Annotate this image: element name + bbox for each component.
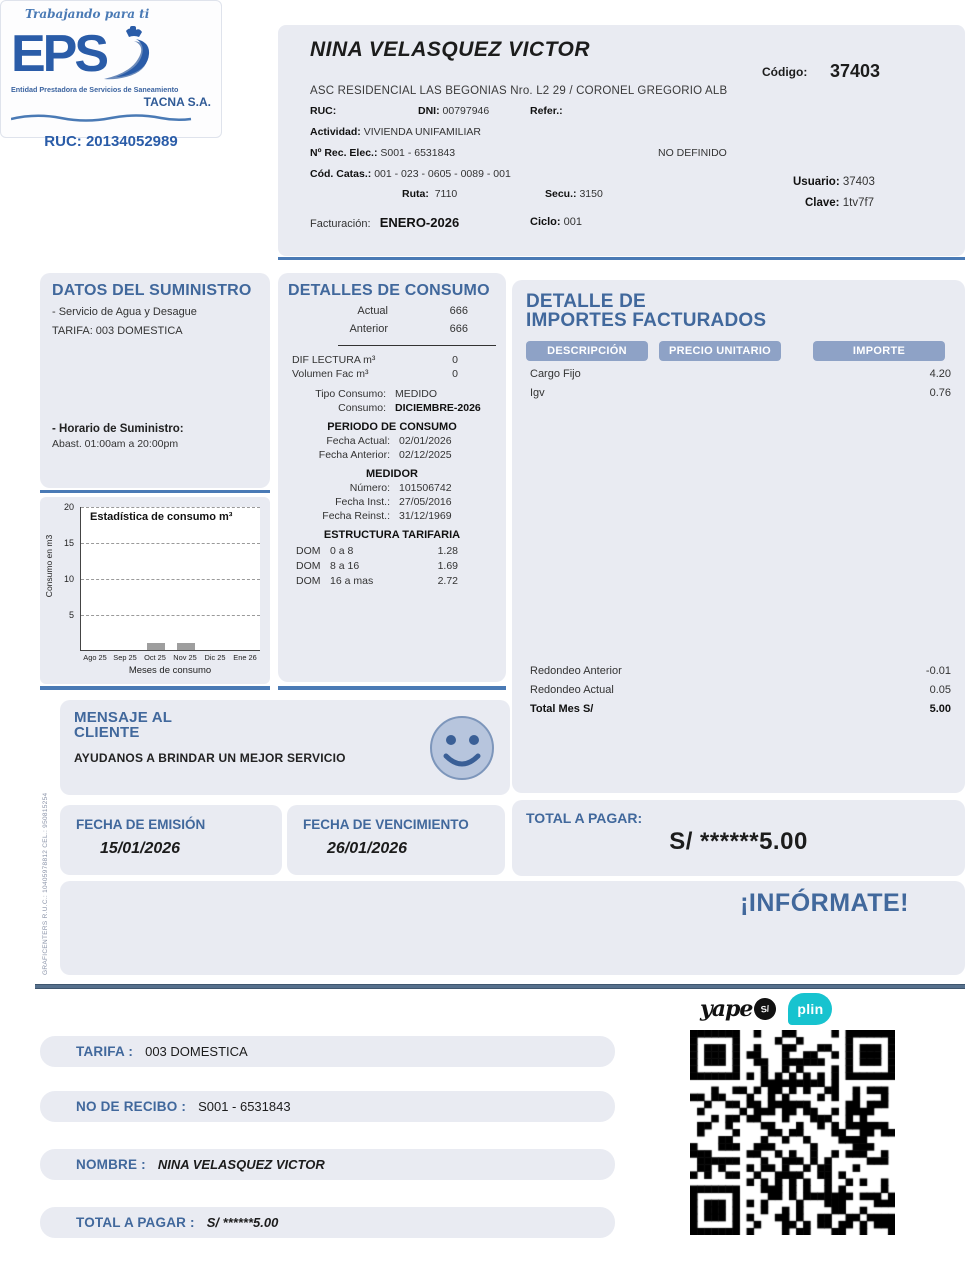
dni-value: 00797946 (442, 105, 490, 117)
accent-bar (278, 686, 506, 690)
payment-methods (700, 993, 832, 1025)
chart-bar (147, 643, 165, 650)
chart-y-tick-label: 20 (63, 502, 74, 512)
logo-subtitle: Entidad Prestadora de Servicios de Saneamiento (11, 85, 179, 94)
chart-x-tick-label: Ago 25 (83, 653, 107, 662)
fecha-emision-panel (60, 805, 282, 875)
consumo-title: DETALLES DE CONSUMO (288, 282, 490, 299)
ruc-label: RUC: (310, 105, 337, 117)
medidor-row: Fecha Reinst.: 31/12/1969 (322, 510, 452, 523)
periodo-title: PERIODO DE CONSUMO (327, 421, 457, 434)
ruta-label: Ruta: (402, 188, 429, 200)
mensaje-title-line1: MENSAJE AL (74, 709, 173, 726)
total-a-pagar-value: S/ ******5.00 (669, 828, 808, 855)
mensaje-panel (60, 700, 510, 795)
chart-bar (177, 643, 195, 650)
mensaje-title-line2: CLIENTE (74, 724, 140, 742)
lectura-row: Anterior 666 (349, 323, 468, 336)
company-logo-block (0, 0, 222, 150)
usuario-value: 37403 (842, 176, 875, 188)
importes-title-line2: IMPORTES FACTURADOS (526, 310, 767, 332)
facturacion-value: ENERO-2026 (379, 215, 460, 230)
estructura-row: DOM 8 a 16 1.69 (296, 560, 458, 573)
consumo-panel (278, 273, 506, 682)
footer-row-value: 003 DOMESTICA (145, 1044, 248, 1059)
customer-address: ASC RESIDENCIAL LAS BEGONIAS Nro. L2 29 / CORONEL GREGORIO ALB (310, 85, 728, 97)
chart-y-axis-label: Consumo en m3 (44, 534, 54, 598)
chart-gridline (81, 615, 260, 616)
redondeo-row: Redondeo Anterior -0.01 (530, 665, 951, 677)
chart-gridline (81, 579, 260, 580)
footer-row-label: NO DE RECIBO : (76, 1099, 187, 1114)
suministro-panel (40, 273, 270, 488)
chart-x-tick-label: Sep 25 (113, 653, 137, 662)
estructura-rows (288, 545, 496, 587)
suministro-line-servicio: - Servicio de Agua y Desague (52, 306, 197, 319)
facturacion-label: Facturación: (310, 218, 371, 230)
importes-title-line1: DETALLE DE (526, 291, 646, 312)
dni-label: DNI: (418, 105, 440, 117)
clave-value: 1tv7f7 (842, 197, 875, 209)
footer-row-value: S001 - 6531843 (198, 1099, 291, 1114)
importes-header-row (526, 341, 951, 361)
chart-x-tick-label: Oct 25 (144, 653, 166, 662)
total-mes-row: Total Mes S/ 5.00 (530, 703, 951, 715)
chart-x-tick-label: Nov 25 (173, 653, 197, 662)
cod-catas-label: Cód. Catas.: (310, 168, 372, 180)
importes-panel (512, 280, 965, 793)
secu-label: Secu.: (545, 188, 577, 200)
chart-y-tick-label: 15 (63, 538, 74, 548)
total-a-pagar-panel (512, 800, 965, 876)
informate-panel (60, 881, 965, 975)
informate-text: ¡INFÓRMATE! (740, 889, 909, 917)
chart-title: Estadística de consumo m³ (90, 511, 233, 523)
mensaje-body: AYUDANOS A BRINDAR UN MEJOR SERVICIO (74, 750, 346, 765)
chart-x-axis-label: Meses de consumo (128, 665, 212, 676)
fecha-vencimiento-panel (287, 805, 505, 875)
fecha-vencimiento-label: FECHA DE VENCIMIENTO (303, 817, 469, 832)
suministro-title: DATOS DEL SUMINISTRO (52, 282, 252, 299)
logo-company-name: TACNA S.A. (143, 95, 211, 109)
section-divider (35, 984, 965, 989)
fecha-emision-label: FECHA DE EMISIÓN (76, 817, 206, 832)
eps-logo: EPS (11, 25, 107, 83)
chart-gridline (81, 543, 260, 544)
plin-logo: plin (788, 993, 832, 1025)
chart-gridline (81, 507, 260, 508)
footer-row-label: NOMBRE : (76, 1157, 146, 1172)
codigo-value: 37403 (830, 61, 881, 81)
footer-row-label: TOTAL A PAGAR : (76, 1215, 195, 1230)
rec-elec-label: Nº Rec. Elec.: (310, 147, 378, 159)
chart-x-tick-label: Ene 26 (233, 653, 257, 662)
yape-logo: yape (700, 996, 753, 1022)
column-header-precio-unitario: PRECIO UNITARIO (659, 341, 781, 361)
tipo-consumo-row: Consumo: DICIEMBRE-2026 (338, 402, 481, 415)
fecha-vencimiento-value: 26/01/2026 (327, 840, 408, 857)
customer-header-panel (278, 25, 965, 256)
water-swoosh-icon (96, 25, 166, 83)
lecturas-divider (338, 345, 496, 346)
footer-row-value: S/ ******5.00 (206, 1215, 279, 1230)
chart-x-tick-label: Dic 25 (204, 653, 226, 662)
chart-x-tick-labels (80, 653, 260, 662)
tipo-consumo-rows (288, 388, 496, 414)
estructura-title: ESTRUCTURA TARIFARIA (323, 529, 461, 542)
periodo-rows (288, 435, 496, 461)
importes-rows (526, 368, 951, 399)
actividad-label: Actividad: (310, 126, 361, 138)
qr-code (690, 1030, 895, 1235)
consumption-chart (40, 497, 270, 684)
chart-plot-area (80, 507, 260, 651)
cod-catas-value: 001 - 023 - 0605 - 0089 - 001 (374, 168, 511, 180)
smiley-face-icon (428, 714, 496, 782)
ciclo-value: 001 (563, 216, 582, 228)
column-header-descripcion: DESCRIPCIÓN (526, 341, 648, 361)
rec-elec-value: S001 - 6531843 (380, 147, 456, 159)
importes-totals (526, 658, 951, 715)
chart-y-tick-label: 10 (63, 574, 74, 584)
refer-label: Refer.: (530, 105, 563, 117)
column-header-importe: IMPORTE (813, 341, 945, 361)
wave-divider-icon (11, 114, 211, 122)
periodo-row: Fecha Anterior: 02/12/2025 (318, 449, 452, 462)
medidor-row: Fecha Inst.: 27/05/2016 (335, 496, 452, 509)
company-ruc: RUC: 20134052989 (44, 133, 178, 150)
periodo-row: Fecha Actual: 02/01/2026 (326, 435, 452, 448)
medidor-title: MEDIDOR (366, 468, 418, 481)
lectura-row: Actual 666 (357, 305, 468, 318)
fecha-emision-value: 15/01/2026 (100, 840, 181, 857)
diferencia-rows (288, 354, 496, 380)
actividad-value: VIVIENDA UNIFAMILIAR (363, 126, 481, 138)
ciclo-label: Ciclo: (530, 216, 561, 228)
medidor-row: Número: 101506742 (349, 482, 452, 495)
estructura-row: DOM 16 a mas 2.72 (296, 575, 458, 588)
accent-bar (40, 490, 270, 493)
diferencia-row: Volumen Fac m³ 0 (292, 368, 458, 381)
importe-row: Igv 0.76 (530, 386, 951, 399)
horario-label: - Horario de Suministro: (52, 423, 184, 436)
diferencia-row: DIF LECTURA m³ 0 (292, 354, 458, 367)
chart-y-tick-label: 5 (68, 610, 74, 620)
footer-row-value: NINA VELASQUEZ VICTOR (157, 1157, 325, 1172)
tipo-consumo-row: Tipo Consumo: MEDIDO (315, 388, 437, 401)
estructura-row: DOM 0 a 8 1.28 (296, 545, 458, 558)
printer-credit-vertical-text: GRAFICENTERS R.U.C.: 10405978812 CEL.: 950815254 (42, 792, 49, 975)
yape-badge-icon: S/ (753, 997, 778, 1022)
redondeo-row: Redondeo Actual 0.05 (530, 684, 951, 696)
importe-row: Cargo Fijo 4.20 (530, 367, 951, 380)
no-definido-text: NO DEFINIDO (658, 147, 727, 159)
header-accent-line (278, 257, 965, 260)
total-a-pagar-label: TOTAL A PAGAR: (526, 810, 643, 826)
footer-row-label: TARIFA : (76, 1044, 134, 1059)
suministro-line-tarifa: TARIFA: 003 DOMESTICA (52, 325, 183, 338)
customer-name: NINA VELASQUEZ VICTOR (310, 38, 591, 61)
lecturas-rows (288, 305, 496, 335)
logo-tagline: Trabajando para ti (25, 7, 150, 21)
clave-label: Clave: (805, 197, 840, 209)
footer-row (40, 1207, 615, 1238)
medidor-rows (288, 482, 496, 522)
footer-row (40, 1149, 615, 1180)
ruta-value: 7110 (434, 188, 458, 200)
usuario-label: Usuario: (793, 176, 840, 188)
footer-row (40, 1091, 615, 1122)
footer-row (40, 1036, 615, 1067)
secu-value: 3150 (579, 188, 603, 200)
codigo-label: Código: (762, 65, 808, 79)
accent-bar (40, 686, 270, 690)
horario-value: Abast. 01:00am a 20:00pm (52, 438, 179, 451)
